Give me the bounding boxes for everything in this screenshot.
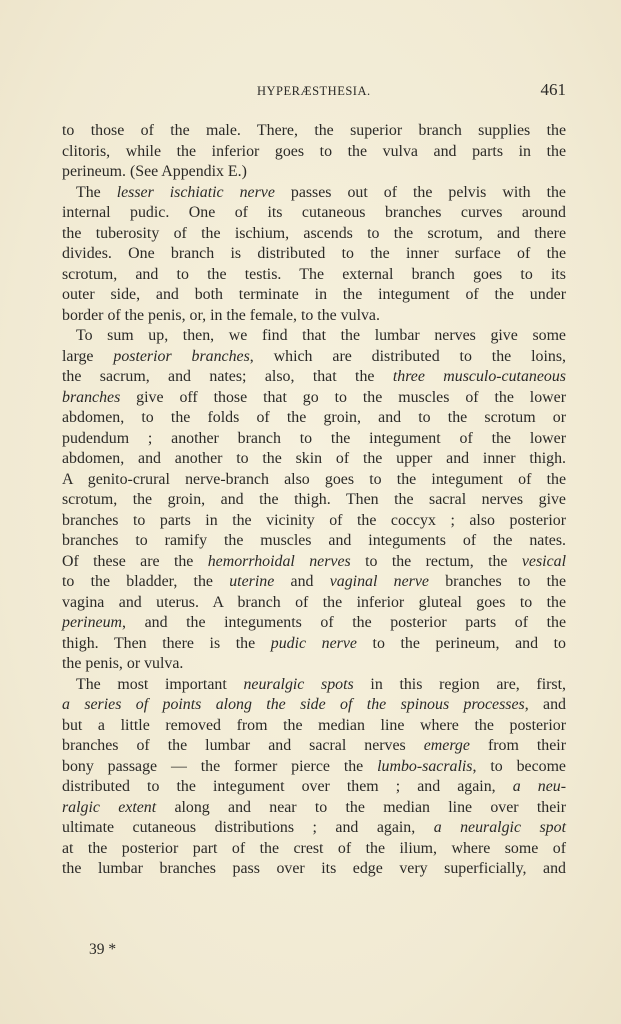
text-line xyxy=(62,388,566,409)
text-line xyxy=(62,716,566,737)
text-line xyxy=(62,777,566,798)
text-segment: thigh. Then there is the xyxy=(62,634,271,652)
text-segment: , to become xyxy=(472,757,566,775)
text-line xyxy=(62,736,566,757)
italic-text: hemorrhoidal nerves xyxy=(207,552,351,570)
text-line xyxy=(62,326,566,347)
text-segment: to the bladder, the xyxy=(62,573,230,590)
text-segment: perineum. (See Appendix E.) xyxy=(62,163,247,180)
text-segment: outer side, and both terminate in the integument of the under xyxy=(62,286,566,303)
text-segment: Of these are the xyxy=(62,552,208,570)
text-line xyxy=(62,449,566,470)
text-segment: pudendum ; another branch to the integument of the lower xyxy=(62,429,566,447)
text-line xyxy=(62,429,566,450)
text-line xyxy=(62,757,566,778)
text-segment: The most important xyxy=(76,675,244,693)
text-segment: to those of the male. There, the superior branch supplies the xyxy=(62,122,566,139)
text-segment: branches to the xyxy=(428,573,566,590)
italic-text: emerge xyxy=(423,737,470,754)
text-line xyxy=(62,654,566,675)
text-line xyxy=(62,634,566,655)
italic-text: ralgic extent xyxy=(62,798,157,816)
text-line xyxy=(62,162,566,183)
text-segment: the tuberosity of the ischium, ascends to the scrotum, and there xyxy=(62,224,566,242)
text-segment: the sacrum, and nates; also, that the xyxy=(62,368,393,385)
text-segment: bony passage — the former pierce the xyxy=(62,757,378,775)
text-line xyxy=(62,675,566,696)
body-text xyxy=(62,121,566,880)
text-line xyxy=(62,859,566,880)
italic-text: branches xyxy=(62,388,121,406)
text-segment: distributed to the integument over them ; and again, xyxy=(62,778,513,795)
text-segment: scrotum, and to the testis. The external branch goes to its xyxy=(62,265,566,283)
text-segment: in this region are, first, xyxy=(353,675,566,693)
italic-text: neuralgic spots xyxy=(243,675,354,693)
text-line xyxy=(62,347,566,368)
text-line xyxy=(62,818,566,839)
italic-text: perineum xyxy=(62,614,123,631)
text-segment: abdomen, and another to the skin of the upper and inner thigh. xyxy=(62,450,566,467)
text-segment: , which are distributed to the loins, xyxy=(249,347,566,365)
text-line xyxy=(62,839,566,860)
page-header xyxy=(60,80,566,102)
italic-text: a neu- xyxy=(512,778,566,795)
italic-text: three musculo-cutaneous xyxy=(392,368,566,385)
text-line xyxy=(62,695,566,716)
italic-text: lesser ischiatic nerve xyxy=(116,183,275,201)
text-segment: to the rectum, the xyxy=(350,552,522,570)
text-segment: border of the penis, or, in the female, to the vulva. xyxy=(62,306,380,324)
text-segment: To sum up, then, we find that the lumbar nerves give some xyxy=(76,327,566,344)
text-segment: but a little removed from the median line where the posterior xyxy=(62,716,566,734)
page-number: 461 xyxy=(540,80,566,99)
italic-text: pudic nerve xyxy=(270,634,357,652)
text-segment: to the perineum, and to xyxy=(356,634,566,652)
text-line xyxy=(62,490,566,511)
italic-text: lumbo-sacralis xyxy=(377,757,473,775)
text-line xyxy=(62,224,566,245)
text-segment: vagina and uterus. A branch of the inferior gluteal goes to the xyxy=(62,593,566,611)
text-segment: give off those that go to the muscles of the lower xyxy=(120,388,566,406)
text-segment: large xyxy=(62,347,114,365)
text-line xyxy=(62,613,566,634)
text-segment: branches to parts in the vicinity of the coccyx ; also posterior xyxy=(62,511,566,529)
text-line xyxy=(62,572,566,593)
italic-text: a series of points along the side of the spinous processes xyxy=(62,696,525,713)
text-segment: scrotum, the groin, and the thigh. Then the sacral nerves give xyxy=(62,491,566,508)
text-line xyxy=(62,265,566,286)
text-segment: branches of the lumbar and sacral nerves xyxy=(62,737,424,754)
text-segment: clitoris, while the inferior goes to the vulva and parts in the xyxy=(62,142,566,160)
text-line xyxy=(62,552,566,573)
text-segment: at the posterior part of the crest of the ilium, where some of xyxy=(62,839,566,857)
signature-mark: 39 * xyxy=(89,941,117,958)
text-segment: internal pudic. One of its cutaneous branches curves around xyxy=(62,204,566,221)
text-line xyxy=(62,593,566,614)
text-segment: and xyxy=(274,573,330,590)
italic-text: vaginal nerve xyxy=(329,573,429,590)
text-line xyxy=(62,470,566,491)
text-line xyxy=(62,798,566,819)
text-line xyxy=(62,511,566,532)
italic-text: a neuralgic spot xyxy=(433,819,566,836)
text-segment: along and near to the median line over their xyxy=(156,798,566,816)
text-segment: from their xyxy=(469,737,566,754)
text-line xyxy=(62,121,566,142)
text-segment: ultimate cutaneous distributions ; and again, xyxy=(62,819,434,836)
text-line xyxy=(62,183,566,204)
text-line xyxy=(62,408,566,429)
text-line xyxy=(62,285,566,306)
text-line xyxy=(62,203,566,224)
text-segment: passes out of the pelvis with the xyxy=(274,183,566,201)
text-line xyxy=(62,244,566,265)
text-line xyxy=(62,306,566,327)
text-line xyxy=(62,531,566,552)
text-segment: the penis, or vulva. xyxy=(62,655,184,672)
text-segment: , and xyxy=(524,696,566,713)
text-line xyxy=(62,367,566,388)
italic-text: posterior branches xyxy=(113,347,250,365)
text-segment: the lumbar branches pass over its edge very superficially, and xyxy=(62,860,566,877)
text-segment: The xyxy=(76,183,117,201)
text-line xyxy=(62,142,566,163)
italic-text: vesical xyxy=(521,552,566,570)
text-segment: , and the integuments of the posterior parts of the xyxy=(122,614,566,631)
text-segment: A genito-crural nerve-branch also goes to the integument of the xyxy=(62,470,566,488)
text-segment: divides. One branch is distributed to the inner surface of the xyxy=(62,245,566,262)
text-segment: branches to ramify the muscles and integuments of the nates. xyxy=(62,532,566,549)
italic-text: uterine xyxy=(229,573,275,590)
running-head: HYPERÆSTHESIA. xyxy=(257,84,371,98)
text-segment: abdomen, to the folds of the groin, and to the scrotum or xyxy=(62,409,566,426)
